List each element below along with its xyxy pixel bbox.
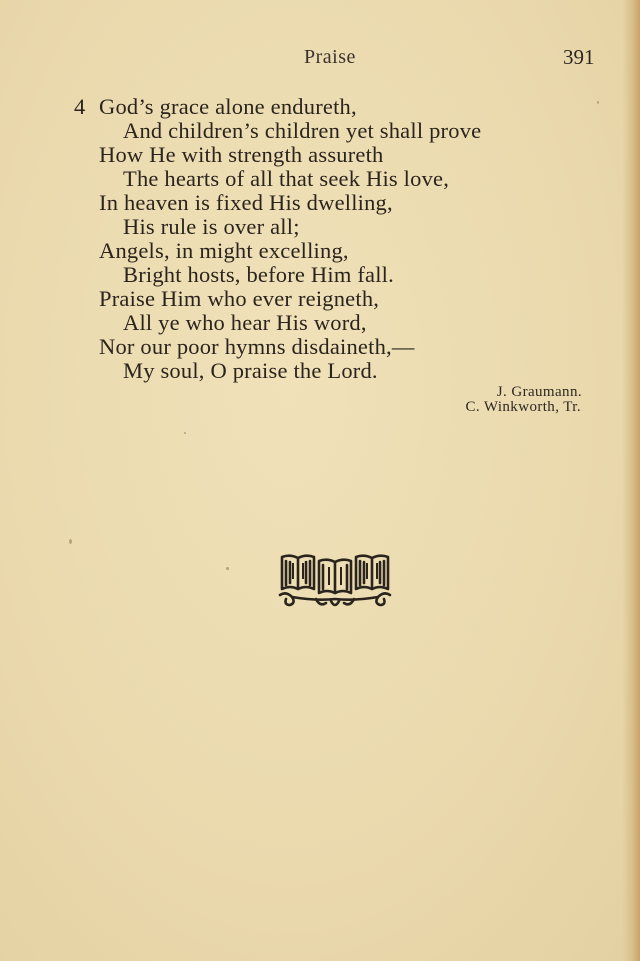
verse-line: All ye who hear His word, [123,310,367,335]
section-title: Praise [304,46,356,68]
verse-line: Praise Him who ever reigneth, [99,286,380,311]
page-edge [622,0,640,961]
verse-line: Bright hosts, before Him fall. [123,262,394,287]
verse-line: The hearts of all that seek His love, [123,166,450,191]
stanza-number: 4 [74,94,86,119]
open-books-ornament-icon [276,553,394,611]
verse-line: Nor our poor hymns disdaineth,— [99,334,415,359]
verse-line: How He with strength assureth [99,142,384,167]
verse-line: My soul, O praise the Lord. [123,358,378,383]
paper-speck [226,567,229,570]
page-number: 391 [563,45,595,69]
running-head [0,44,640,74]
paper-speck [597,101,599,104]
author-credit: J. Graumann. [496,384,582,400]
paper-speck [184,432,186,434]
verse-line: In heaven is fixed His dwelling, [99,190,393,215]
verse-line: Angels, in might excelling, [99,238,349,263]
translator-credit: C. Winkworth, Tr. [465,399,581,415]
verse-line: And children’s children yet shall prove [123,118,482,143]
verse-line: God’s grace alone endureth, [99,94,357,119]
paper-speck [69,539,72,544]
verse-line: His rule is over all; [123,214,300,239]
